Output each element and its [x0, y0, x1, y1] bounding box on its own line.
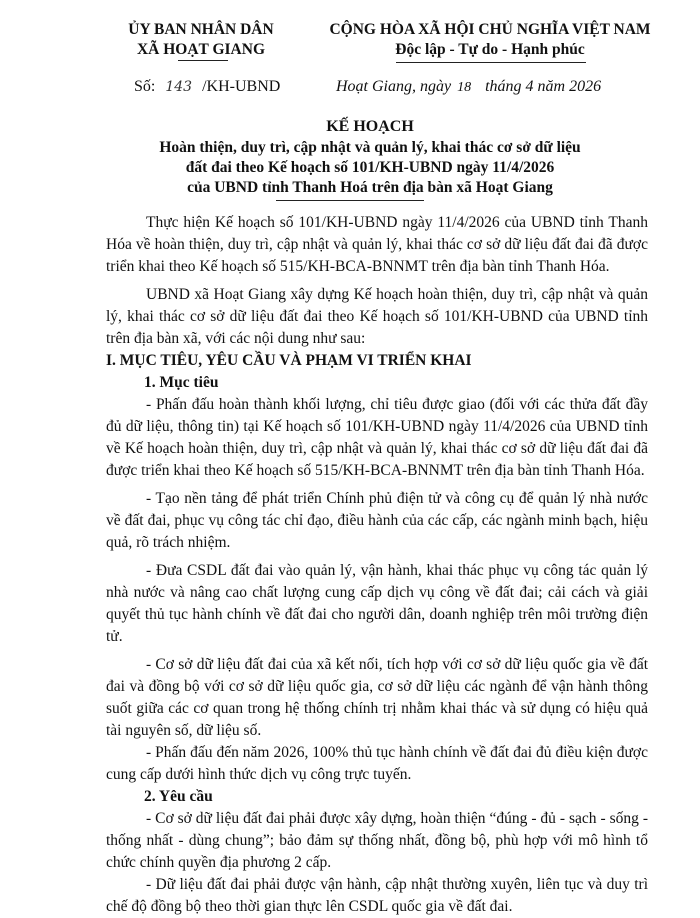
- motto-underline: [396, 62, 586, 63]
- objective-2: - Tạo nền tảng để phát triển Chính phủ điện tử và công cụ để quản lý nhà nước về đất đai, phục vụ công tác chỉ đạo, điều hành của các cấp, các ngành minh bạch, hiệu quả, rõ trách nhiệm.: [106, 490, 648, 551]
- section-heading-1: I. MỤC TIÊU, YÊU CẦU VÀ PHẠM VI TRIỂN KHAI: [106, 352, 472, 369]
- intro-paragraph-2: UBND xã Hoạt Giang xây dựng Kế hoạch hoàn thiện, duy trì, cập nhật và quản lý, khai thác cơ sở dữ liệu đất đai theo Kế hoạch số 101/KH-UBND của UBND tỉnh trên địa bàn xã, với các nội dung như sau:: [106, 286, 648, 347]
- subheading-yeu-cau: 2. Yêu cầu: [144, 788, 213, 805]
- objective-5: - Phấn đấu đến năm 2026, 100% thủ tục hành chính về đất đai đủ điều kiện được cung cấp dưới hình thức dịch vụ công trực tuyến.: [106, 744, 648, 783]
- document-body: [106, 212, 648, 918]
- doc-number-prefix: Số:: [134, 78, 156, 95]
- title-line-3: của UBND tỉnh Thanh Hoá trên địa bàn xã Hoạt Giang: [187, 179, 553, 196]
- requirement-2: - Dữ liệu đất đai phải được vận hành, cập nhật thường xuyên, liên tục và duy trì chế độ đồng bộ theo thời gian thực lên CSDL quốc gia về đất đai.: [106, 876, 648, 915]
- doc-number-suffix: /KH-UBND: [202, 78, 281, 95]
- issuer-line-1: ỦY BAN NHÂN DÂN: [128, 21, 274, 38]
- issuer-underline: [178, 60, 228, 61]
- doc-number-value: 143: [165, 79, 193, 95]
- document-date: [336, 78, 601, 96]
- issuer-block: [96, 20, 306, 60]
- title-main: KẾ HOẠCH: [326, 118, 414, 135]
- requirement-1: - Cơ sở dữ liệu đất đai phải được xây dựng, hoàn thiện “đúng - đủ - sạch - sống - thống nhất - dùng chung”; bảo đảm sự thống nhất, đồng bộ, phù hợp với mô hình tổ chức chính quyền địa phương 2 cấp.: [106, 810, 648, 871]
- objective-3: - Đưa CSDL đất đai vào quản lý, vận hành, khai thác phục vụ công tác quản lý nhà nước và nâng cao chất lượng cung cấp dịch vụ công về đất đai; cải cách và giải quyết thủ tục hành chính về đất đai cho người dân, doanh nghiệp trên môi trường điện tử.: [106, 562, 648, 645]
- national-motto: Độc lập - Tự do - Hạnh phúc: [395, 41, 585, 58]
- intro-paragraph-1: Thực hiện Kế hoạch số 101/KH-UBND ngày 11/4/2026 của UBND tỉnh Thanh Hóa về hoàn thiện, duy trì, cập nhật và quản lý, khai thác cơ sở dữ liệu đất đai đã được triển khai theo Kế hoạch số 515/KH-BCA-BNNMT trên địa bàn tỉnh Thanh Hóa.: [106, 214, 648, 275]
- title-line-2: đất đai theo Kế hoạch số 101/KH-UBND ngày 11/4/2026: [185, 159, 555, 176]
- document-number: [134, 78, 280, 96]
- date-day: 18: [457, 80, 472, 95]
- national-header: [300, 20, 680, 60]
- national-title: CỘNG HÒA XÃ HỘI CHỦ NGHĨA VIỆT NAM: [329, 21, 651, 38]
- objective-4: - Cơ sở dữ liệu đất đai của xã kết nối, tích hợp với cơ sở dữ liệu quốc gia về đất đai và đồng bộ với cơ sở dữ liệu quốc gia, cơ sở dữ liệu các ngành để vận hành thông suốt giữa các cơ quan trong hệ thống chính trị nhằm khai thác và sử dụng có hiệu quả tài nguyên số, dữ liệu số.: [106, 656, 648, 739]
- document-title: [80, 116, 660, 198]
- objective-1: - Phấn đấu hoàn thành khối lượng, chỉ tiêu được giao (đối với các thửa đất đầy đủ dữ liệu, thông tin) tại Kế hoạch số 101/KH-UBND ngày 11/4/2026 của UBND tỉnh về Kế hoạch hoàn thiện, duy trì, cập nhật và quản lý, khai thác cơ sở dữ liệu đất đai đã được triển khai theo Kế hoạch số 515/KH-BCA-BNNMT trên địa bàn tỉnh Thanh Hóa.: [106, 396, 648, 479]
- date-prefix: Hoạt Giang, ngày: [336, 78, 452, 95]
- title-underline: [276, 200, 424, 201]
- title-line-1: Hoàn thiện, duy trì, cập nhật và quản lý, khai thác cơ sở dữ liệu: [159, 139, 581, 156]
- issuer-line-2: XÃ HOẠT GIANG: [136, 41, 266, 58]
- date-suffix: tháng 4 năm 2026: [485, 78, 602, 95]
- subheading-muc-tieu: 1. Mục tiêu: [144, 374, 219, 391]
